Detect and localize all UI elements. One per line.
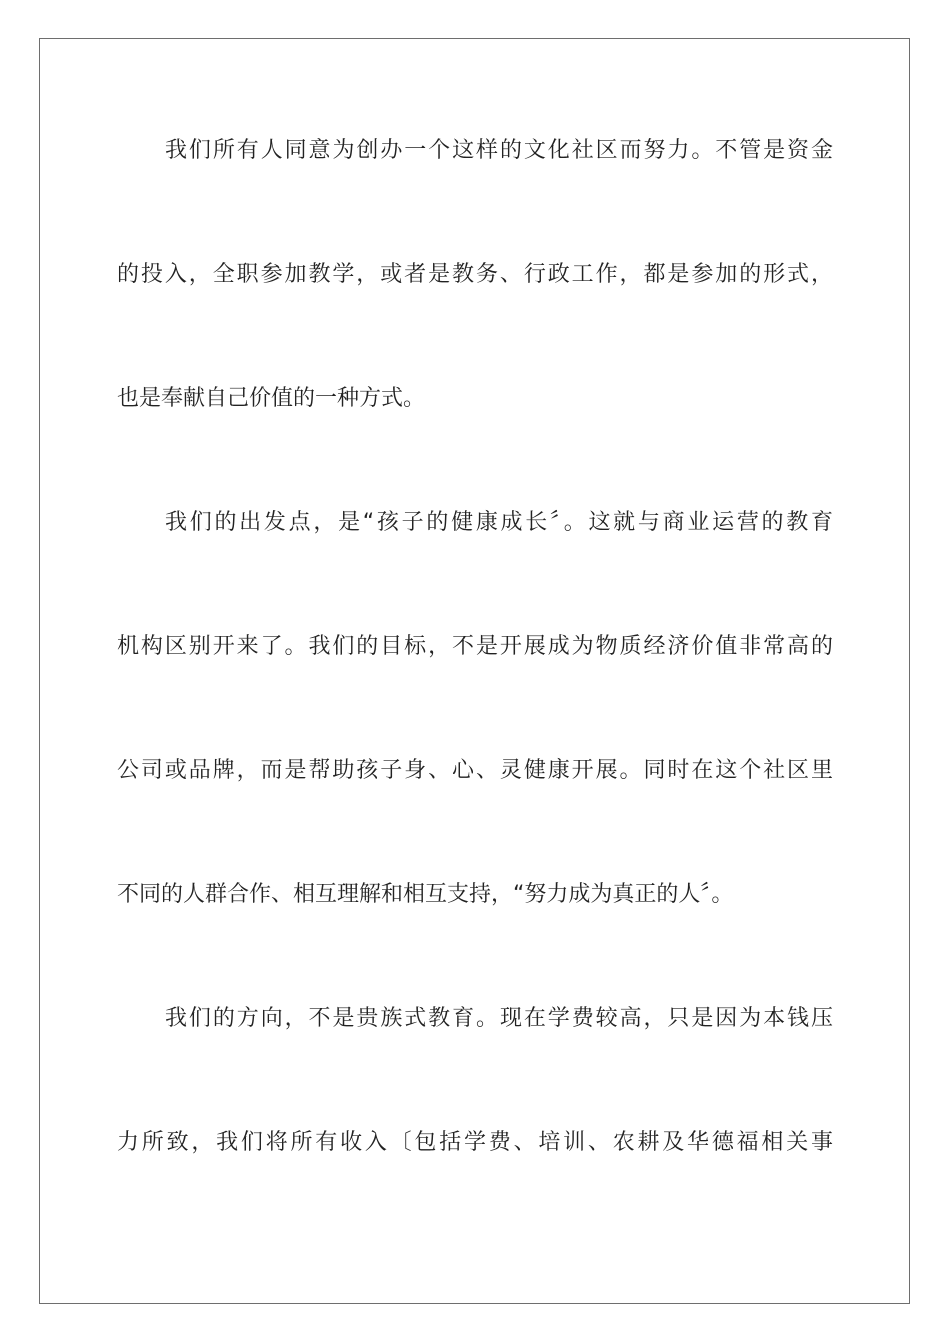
paragraph-1-line-1: 我们所有人同意为创办一个这样的文化社区而努力。不管是资金 bbox=[165, 138, 833, 163]
paragraph-3-line-1: 我们的方向，不是贵族式教育。现在学费较高，只是因为本钱压 bbox=[165, 1006, 833, 1031]
paragraph-1-line-2: 的投入，全职参加教学，或者是教务、行政工作，都是参加的形式， bbox=[117, 262, 833, 287]
paragraph-2-line-4: 不同的人群合作、相互理解和相互支持，“努力成为真正的人〞。 bbox=[117, 882, 734, 907]
paragraph-1-line-3: 也是奉献自己价值的一种方式。 bbox=[117, 386, 426, 411]
paragraph-2-line-1: 我们的出发点，是“孩子的健康成长〞。这就与商业运营的教育 bbox=[165, 510, 833, 535]
paragraph-2-line-2: 机构区别开来了。我们的目标，不是开展成为物质经济价值非常高的 bbox=[117, 634, 833, 659]
paragraph-3-line-2: 力所致，我们将所有收入〔包括学费、培训、农耕及华德福相关事 bbox=[117, 1130, 833, 1155]
paragraph-2-line-3: 公司或品牌，而是帮助孩子身、心、灵健康开展。同时在这个社区里 bbox=[117, 758, 833, 783]
page-border bbox=[39, 38, 910, 1304]
